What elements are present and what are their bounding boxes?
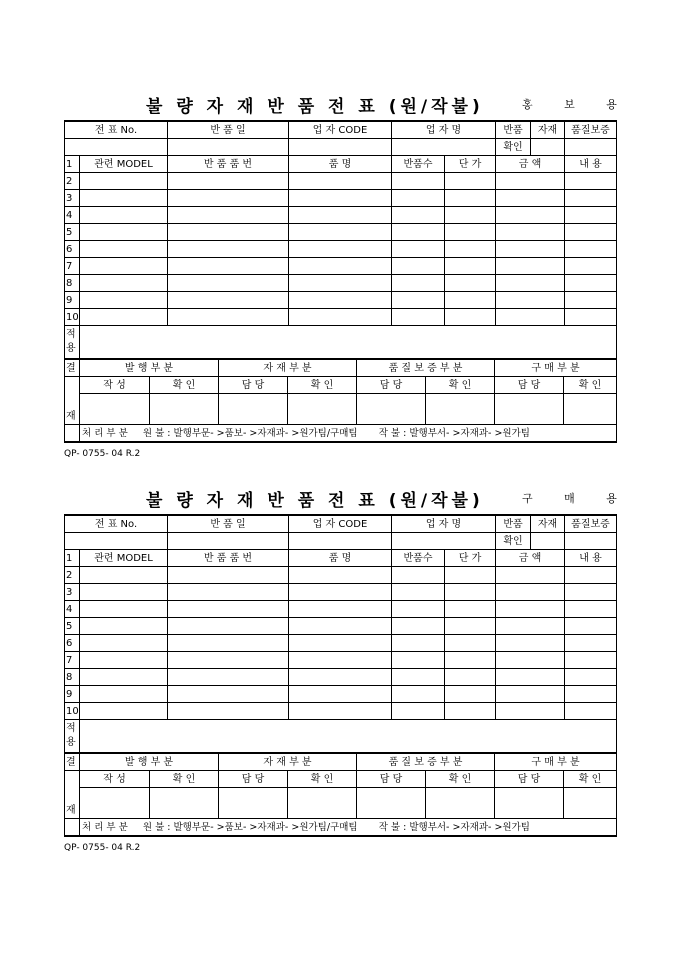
content-cell[interactable] — [565, 275, 617, 292]
signature-box[interactable] — [219, 394, 288, 425]
approval-table — [64, 753, 617, 837]
approval-label: 결 — [65, 754, 80, 771]
qty-cell[interactable] — [392, 652, 445, 669]
part-no-header: 반 품 품 번 — [168, 156, 289, 173]
table-row — [65, 703, 617, 720]
signature-box[interactable] — [150, 394, 219, 425]
amount-cell[interactable] — [496, 686, 565, 703]
model-cell[interactable] — [80, 618, 168, 635]
unit-price-cell[interactable] — [445, 275, 496, 292]
copy-label: 구 매 용 — [522, 492, 631, 505]
content-header: 내 용 — [565, 156, 617, 173]
confirm-label: 확 인 — [288, 377, 357, 394]
signature-box[interactable] — [495, 788, 564, 819]
write-label: 작 성 — [80, 771, 150, 788]
signature-box[interactable] — [357, 394, 426, 425]
quality-dept-header: 품 질 보 증 부 분 — [357, 360, 495, 377]
process-row — [80, 425, 617, 443]
amount-header: 금 액 — [496, 550, 565, 567]
vendor-code-label: 업 자 CODE — [289, 121, 392, 139]
part-name-cell[interactable] — [289, 635, 392, 652]
qty-cell[interactable] — [392, 241, 445, 258]
row-number: 2 — [65, 567, 80, 584]
return-date-field[interactable] — [168, 139, 289, 156]
part-no-cell[interactable] — [168, 652, 289, 669]
confirm-label: 확 인 — [150, 377, 219, 394]
part-no-cell[interactable] — [168, 618, 289, 635]
part-name-cell[interactable] — [289, 309, 392, 326]
amount-cell[interactable] — [496, 275, 565, 292]
approval-label: 재 — [65, 377, 80, 425]
remarks-label — [65, 720, 80, 754]
return-date-label: 반 품 일 — [168, 121, 289, 139]
amount-cell[interactable] — [496, 584, 565, 601]
remarks-label-char: 적 — [66, 329, 76, 340]
signature-box[interactable] — [564, 788, 617, 819]
unit-price-cell[interactable] — [445, 241, 496, 258]
signature-box[interactable] — [495, 394, 564, 425]
model-cell[interactable] — [80, 652, 168, 669]
approval-label: 결 — [65, 360, 80, 377]
process-original: 원 불 : 발행부문- >품보- >자재과- >원가팀/구매팀 — [142, 821, 358, 833]
unit-price-cell[interactable] — [445, 652, 496, 669]
model-cell[interactable] — [80, 258, 168, 275]
unit-price-cell[interactable] — [445, 635, 496, 652]
content-cell[interactable] — [565, 584, 617, 601]
table-row — [65, 190, 617, 207]
purchase-dept-header: 구 매 부 분 — [495, 754, 617, 771]
row-number: 4 — [65, 601, 80, 618]
unit-price-cell[interactable] — [445, 258, 496, 275]
unit-price-cell[interactable] — [445, 567, 496, 584]
remarks-label-char: 용 — [66, 737, 76, 748]
row-number: 7 — [65, 652, 80, 669]
table-row — [65, 669, 617, 686]
table-row — [65, 292, 617, 309]
part-no-cell[interactable] — [168, 173, 289, 190]
slip-table — [64, 514, 617, 754]
content-cell[interactable] — [565, 669, 617, 686]
table-row — [65, 258, 617, 275]
qty-cell[interactable] — [392, 635, 445, 652]
material-dept-header: 자 재 부 분 — [219, 360, 357, 377]
amount-cell[interactable] — [496, 292, 565, 309]
qty-cell[interactable] — [392, 207, 445, 224]
confirm-label: 확 인 — [288, 771, 357, 788]
content-cell[interactable] — [565, 224, 617, 241]
purchase-dept-header: 구 매 부 분 — [495, 360, 617, 377]
form-title: 불 량 자 재 반 품 전 표 (원/작불) — [146, 97, 484, 117]
confirm-label: 확인 — [496, 139, 531, 156]
part-name-cell[interactable] — [289, 669, 392, 686]
content-cell[interactable] — [565, 601, 617, 618]
material-dept-header: 자 재 부 분 — [219, 754, 357, 771]
model-cell[interactable] — [80, 635, 168, 652]
part-name-header: 품 명 — [289, 550, 392, 567]
process-spacer — [65, 425, 80, 443]
content-cell[interactable] — [565, 635, 617, 652]
unit-price-cell[interactable] — [445, 224, 496, 241]
remarks-label — [65, 326, 80, 360]
part-name-cell[interactable] — [289, 584, 392, 601]
amount-cell[interactable] — [496, 567, 565, 584]
issue-dept-header: 발 행 부 분 — [80, 360, 219, 377]
amount-cell[interactable] — [496, 635, 565, 652]
unit-price-cell[interactable] — [445, 292, 496, 309]
write-label: 작 성 — [80, 377, 150, 394]
content-cell[interactable] — [565, 703, 617, 720]
vendor-name-field[interactable] — [392, 533, 496, 550]
model-cell[interactable] — [80, 686, 168, 703]
qty-cell[interactable] — [392, 669, 445, 686]
qty-cell[interactable] — [392, 173, 445, 190]
part-name-cell[interactable] — [289, 207, 392, 224]
part-name-cell[interactable] — [289, 703, 392, 720]
confirm-quality-field[interactable] — [565, 533, 617, 550]
vendor-code-label: 업 자 CODE — [289, 515, 392, 533]
charge-label: 담 당 — [495, 771, 564, 788]
table-row — [65, 173, 617, 190]
qty-cell[interactable] — [392, 309, 445, 326]
content-cell[interactable] — [565, 207, 617, 224]
amount-header: 금 액 — [496, 156, 565, 173]
amount-cell[interactable] — [496, 309, 565, 326]
model-cell[interactable] — [80, 207, 168, 224]
vendor-code-field[interactable] — [289, 533, 392, 550]
row-number: 6 — [65, 635, 80, 652]
unit-price-cell[interactable] — [445, 190, 496, 207]
part-no-cell[interactable] — [168, 584, 289, 601]
content-cell[interactable] — [565, 292, 617, 309]
part-no-cell[interactable] — [168, 309, 289, 326]
process-label: 처 리 부 분 — [82, 427, 128, 439]
amount-cell[interactable] — [496, 258, 565, 275]
qty-cell[interactable] — [392, 258, 445, 275]
content-cell[interactable] — [565, 173, 617, 190]
part-no-cell[interactable] — [168, 275, 289, 292]
part-name-cell[interactable] — [289, 241, 392, 258]
vendor-code-field[interactable] — [289, 139, 392, 156]
qty-cell[interactable] — [392, 601, 445, 618]
qty-cell[interactable] — [392, 703, 445, 720]
content-cell[interactable] — [565, 258, 617, 275]
slip-no-field[interactable] — [65, 533, 168, 550]
content-cell[interactable] — [565, 686, 617, 703]
content-cell[interactable] — [565, 309, 617, 326]
content-cell[interactable] — [565, 241, 617, 258]
charge-label: 담 당 — [357, 377, 426, 394]
form-title: 불 량 자 재 반 품 전 표 (원/작불) — [146, 491, 484, 511]
slip-table — [64, 120, 617, 360]
amount-cell[interactable] — [496, 173, 565, 190]
vendor-name-label: 업 자 명 — [392, 121, 496, 139]
row-number: 3 — [65, 190, 80, 207]
signature-box[interactable] — [288, 394, 357, 425]
confirm-quality-label: 품질보증 — [565, 121, 617, 139]
row-number: 3 — [65, 584, 80, 601]
unit-price-cell[interactable] — [445, 669, 496, 686]
amount-cell[interactable] — [496, 241, 565, 258]
remarks-field[interactable] — [80, 326, 617, 360]
model-cell[interactable] — [80, 567, 168, 584]
part-no-cell[interactable] — [168, 207, 289, 224]
unit-price-cell[interactable] — [445, 618, 496, 635]
row-number: 4 — [65, 207, 80, 224]
signature-box[interactable] — [357, 788, 426, 819]
part-name-cell[interactable] — [289, 686, 392, 703]
content-cell[interactable] — [565, 618, 617, 635]
row-number: 8 — [65, 669, 80, 686]
model-cell[interactable] — [80, 669, 168, 686]
remarks-field[interactable] — [80, 720, 617, 754]
model-cell[interactable] — [80, 224, 168, 241]
part-no-cell[interactable] — [168, 567, 289, 584]
table-row — [65, 686, 617, 703]
part-name-cell[interactable] — [289, 275, 392, 292]
model-cell[interactable] — [80, 309, 168, 326]
part-name-cell[interactable] — [289, 652, 392, 669]
qty-cell[interactable] — [392, 275, 445, 292]
model-cell[interactable] — [80, 275, 168, 292]
qty-cell[interactable] — [392, 686, 445, 703]
part-no-cell[interactable] — [168, 635, 289, 652]
confirm-quality-field[interactable] — [565, 139, 617, 156]
confirm-label: 확인 — [496, 533, 531, 550]
unit-price-cell[interactable] — [445, 601, 496, 618]
charge-label: 담 당 — [357, 771, 426, 788]
table-row — [65, 207, 617, 224]
part-no-cell[interactable] — [168, 241, 289, 258]
confirm-material-label: 자재 — [531, 515, 565, 533]
table-row — [65, 567, 617, 584]
part-name-cell[interactable] — [289, 618, 392, 635]
form-code: QP- 0755- 04 R.2 — [64, 843, 141, 853]
return-date-field[interactable] — [168, 533, 289, 550]
amount-cell[interactable] — [496, 703, 565, 720]
row-number: 10 — [65, 703, 80, 720]
table-row — [65, 652, 617, 669]
signature-box[interactable] — [426, 788, 495, 819]
part-no-cell[interactable] — [168, 224, 289, 241]
row-number: 1 — [65, 156, 80, 173]
table-row — [65, 584, 617, 601]
slip-no-label: 전 표 No. — [65, 121, 168, 139]
row-number: 8 — [65, 275, 80, 292]
table-row — [65, 275, 617, 292]
qty-header: 반품수 — [392, 550, 445, 567]
unit-price-cell[interactable] — [445, 309, 496, 326]
qty-cell[interactable] — [392, 190, 445, 207]
part-name-cell[interactable] — [289, 258, 392, 275]
quality-dept-header: 품 질 보 증 부 분 — [357, 754, 495, 771]
qty-header: 반품수 — [392, 156, 445, 173]
content-cell[interactable] — [565, 652, 617, 669]
part-no-cell[interactable] — [168, 258, 289, 275]
model-cell[interactable] — [80, 292, 168, 309]
table-row — [65, 618, 617, 635]
model-cell[interactable] — [80, 241, 168, 258]
amount-cell[interactable] — [496, 224, 565, 241]
part-name-header: 품 명 — [289, 156, 392, 173]
unit-price-cell[interactable] — [445, 173, 496, 190]
charge-label: 담 당 — [219, 377, 288, 394]
confirm-material-field[interactable] — [531, 139, 565, 156]
content-header: 내 용 — [565, 550, 617, 567]
amount-cell[interactable] — [496, 190, 565, 207]
confirm-material-field[interactable] — [531, 533, 565, 550]
signature-box[interactable] — [288, 788, 357, 819]
row-number: 7 — [65, 258, 80, 275]
charge-label: 담 당 — [219, 771, 288, 788]
qty-cell[interactable] — [392, 224, 445, 241]
part-no-cell[interactable] — [168, 190, 289, 207]
amount-cell[interactable] — [496, 669, 565, 686]
slip-no-field[interactable] — [65, 139, 168, 156]
part-name-cell[interactable] — [289, 601, 392, 618]
model-header: 관련 MODEL — [80, 550, 168, 567]
vendor-name-label: 업 자 명 — [392, 515, 496, 533]
confirm-label: 확 인 — [564, 377, 617, 394]
row-number: 1 — [65, 550, 80, 567]
process-row — [80, 819, 617, 837]
amount-cell[interactable] — [496, 207, 565, 224]
part-no-cell[interactable] — [168, 686, 289, 703]
copy-label: 홍 보 용 — [522, 98, 631, 111]
table-row — [65, 241, 617, 258]
signature-box[interactable] — [80, 394, 150, 425]
model-cell[interactable] — [80, 584, 168, 601]
signature-box[interactable] — [150, 788, 219, 819]
part-name-cell[interactable] — [289, 292, 392, 309]
model-header: 관련 MODEL — [80, 156, 168, 173]
slip-no-label: 전 표 No. — [65, 515, 168, 533]
signature-box[interactable] — [80, 788, 150, 819]
confirm-material-label: 자재 — [531, 121, 565, 139]
row-number: 10 — [65, 309, 80, 326]
process-original: 원 불 : 발행부문- >품보- >자재과- >원가팀/구매팀 — [142, 427, 358, 439]
table-row — [65, 635, 617, 652]
vendor-name-field[interactable] — [392, 139, 496, 156]
part-no-cell[interactable] — [168, 669, 289, 686]
row-number: 5 — [65, 224, 80, 241]
part-name-cell[interactable] — [289, 567, 392, 584]
amount-cell[interactable] — [496, 601, 565, 618]
amount-cell[interactable] — [496, 652, 565, 669]
unit-price-header: 단 가 — [445, 550, 496, 567]
table-row — [65, 224, 617, 241]
part-no-cell[interactable] — [168, 703, 289, 720]
model-cell[interactable] — [80, 173, 168, 190]
confirm-label: 확 인 — [426, 377, 495, 394]
part-no-cell[interactable] — [168, 601, 289, 618]
process-work: 작 불 : 발행부서- >자재과- >원가팀 — [378, 427, 530, 439]
form-code: QP- 0755- 04 R.2 — [64, 449, 141, 459]
model-cell[interactable] — [80, 601, 168, 618]
confirm-return-label: 반품 — [496, 515, 531, 533]
row-number: 6 — [65, 241, 80, 258]
table-row — [65, 601, 617, 618]
qty-cell[interactable] — [392, 618, 445, 635]
process-work: 작 불 : 발행부서- >자재과- >원가팀 — [378, 821, 530, 833]
signature-box[interactable] — [426, 394, 495, 425]
remarks-label-char: 용 — [66, 343, 76, 354]
remarks-label-char: 적 — [66, 723, 76, 734]
unit-price-header: 단 가 — [445, 156, 496, 173]
part-no-header: 반 품 품 번 — [168, 550, 289, 567]
unit-price-cell[interactable] — [445, 207, 496, 224]
qty-cell[interactable] — [392, 584, 445, 601]
row-number: 5 — [65, 618, 80, 635]
row-number: 9 — [65, 686, 80, 703]
unit-price-cell[interactable] — [445, 584, 496, 601]
part-name-cell[interactable] — [289, 173, 392, 190]
row-number: 2 — [65, 173, 80, 190]
model-cell[interactable] — [80, 190, 168, 207]
amount-cell[interactable] — [496, 618, 565, 635]
approval-label: 재 — [65, 771, 80, 819]
process-spacer — [65, 819, 80, 837]
unit-price-cell[interactable] — [445, 686, 496, 703]
part-name-cell[interactable] — [289, 224, 392, 241]
issue-dept-header: 발 행 부 분 — [80, 754, 219, 771]
unit-price-cell[interactable] — [445, 703, 496, 720]
model-cell[interactable] — [80, 703, 168, 720]
qty-cell[interactable] — [392, 567, 445, 584]
confirm-label: 확 인 — [426, 771, 495, 788]
charge-label: 담 당 — [495, 377, 564, 394]
approval-table — [64, 359, 617, 443]
confirm-return-label: 반품 — [496, 121, 531, 139]
signature-box[interactable] — [564, 394, 617, 425]
part-no-cell[interactable] — [168, 292, 289, 309]
qty-cell[interactable] — [392, 292, 445, 309]
row-number: 9 — [65, 292, 80, 309]
process-label: 처 리 부 분 — [82, 821, 128, 833]
part-name-cell[interactable] — [289, 190, 392, 207]
confirm-label: 확 인 — [564, 771, 617, 788]
content-cell[interactable] — [565, 567, 617, 584]
content-cell[interactable] — [565, 190, 617, 207]
confirm-label: 확 인 — [150, 771, 219, 788]
signature-box[interactable] — [219, 788, 288, 819]
confirm-quality-label: 품질보증 — [565, 515, 617, 533]
table-row — [65, 309, 617, 326]
return-date-label: 반 품 일 — [168, 515, 289, 533]
